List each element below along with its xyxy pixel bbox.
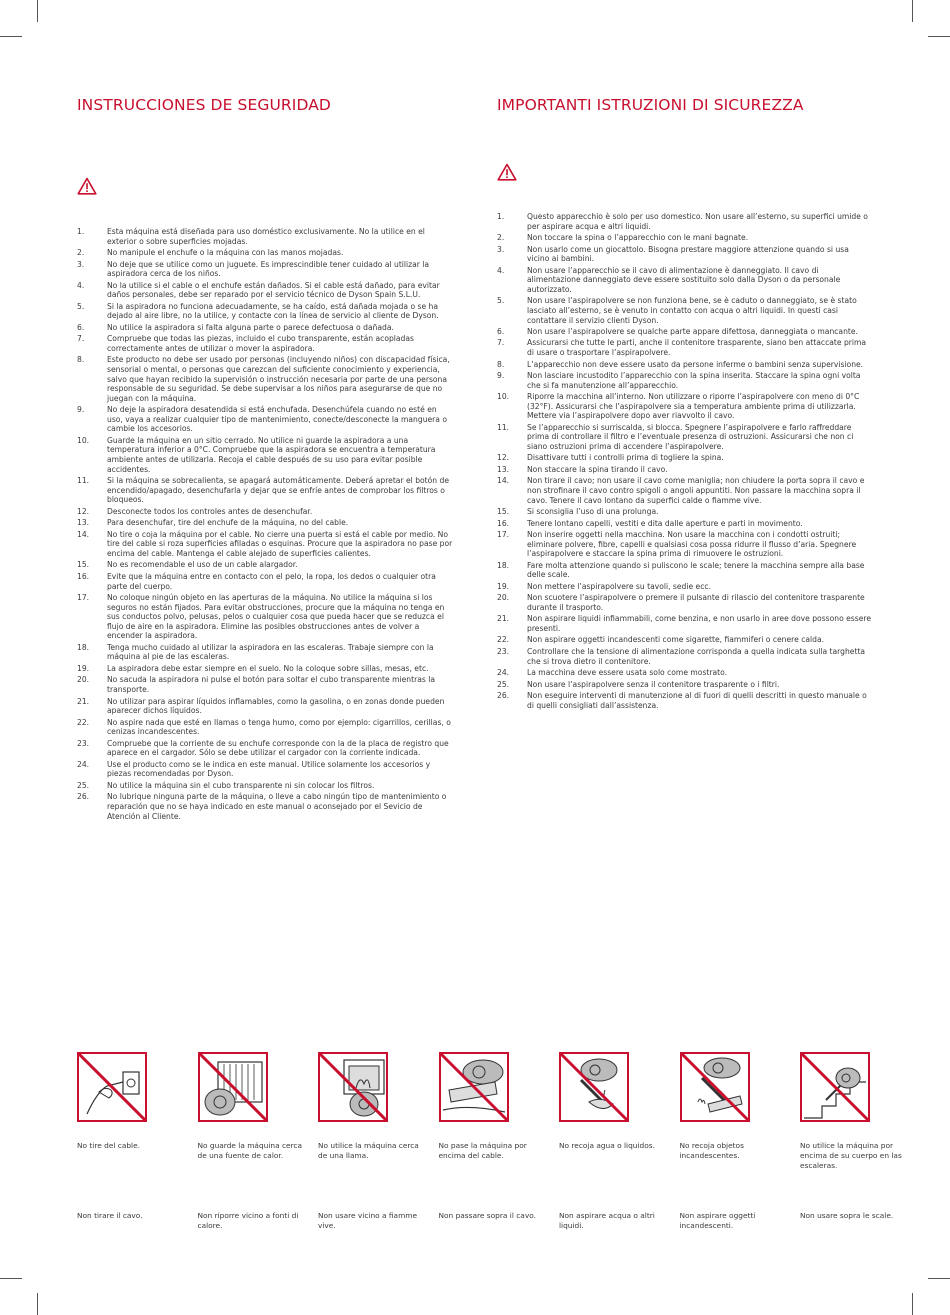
instruction-item (77, 248, 453, 258)
instruction-item (497, 582, 872, 592)
pictogram-caption-italian: Non usare sopra le scale. (800, 1211, 894, 1220)
instruction-item (77, 405, 453, 434)
instruction-text: Non eseguire interventi di manutenzione al di fuori di quelli descritti in questo manuale o di quelli consigliati dall’assistenza. (527, 690, 867, 710)
pictogram-caption-spanish: No guarde la máquina cerca de una fuente de calor. (197, 1141, 303, 1160)
instruction-text: No utilice la aspiradora si falta alguna parte o parece defectuosa o dañada. (107, 322, 394, 332)
instruction-item (497, 668, 872, 678)
instruction-text: Non mettere l’aspirapolvere su tavoli, sedie ecc. (527, 581, 711, 591)
no-use-near-fire-icon (318, 1052, 388, 1122)
instruction-number: 5. (77, 301, 85, 311)
instruction-item (497, 476, 872, 505)
instruction-text: No tire o coja la máquina por el cable. No cierre una puerta si está el cable por medio. No tire del cable si roza superficies afiladas o esquinas. Procure que la aspiradora no pase por encima del cable. Mantenga el cable alejado de superficies calientes. (107, 529, 453, 558)
instruction-number: 12. (77, 506, 90, 516)
pictogram-caption-spanish: No pase la máquina por encima del cable. (438, 1141, 527, 1160)
instruction-number: 1. (77, 227, 85, 236)
instruction-number: 6. (497, 326, 505, 336)
instruction-text: Non usare l’aspirapolvere se qualche parte appare difettosa, danneggiata o mancante. (527, 326, 858, 336)
instruction-item (77, 518, 453, 528)
instruction-text: Fare molta attenzione quando si puliscono le scale; tenere la macchina sempre alla base delle scale. (527, 560, 865, 580)
instruction-item (77, 643, 453, 662)
crop-mark (37, 1293, 38, 1315)
instruction-item (77, 792, 453, 821)
instruction-text: No deje la aspiradora desatendida si está enchufada. Desenchúfela cuando no esté en uso, vaya a realizar cualquier tipo de mantenimiento, conecte/desconecte la manguera o cambie los accesorios. (107, 405, 448, 434)
instruction-item (77, 760, 453, 779)
instruction-number: 10. (497, 392, 510, 402)
instruction-item (497, 507, 872, 517)
instruction-item (77, 334, 453, 353)
instruction-text: Si la aspiradora no funciona adecuadamente, se ha caído, está dañada mojada o se ha dejado al aire libre, no la utilice, y contacte con la línea de servicio al cliente de Dyson. (107, 301, 439, 321)
pictogram-caption-italian: Non passare sopra il cavo. (438, 1211, 536, 1220)
instruction-number: 7. (497, 338, 505, 348)
instruction-number: 9. (77, 405, 85, 415)
instruction-number: 26. (77, 792, 90, 802)
instruction-number: 1. (497, 212, 505, 221)
instruction-text: Disattivare tutti i controlli prima di togliere la spina. (527, 453, 724, 463)
instruction-item (497, 647, 872, 666)
instruction-item (77, 560, 453, 570)
instruction-text: La macchina deve essere usata solo come mostrato. (527, 668, 728, 678)
instruction-item (77, 302, 453, 321)
instruction-item (497, 593, 872, 612)
crop-mark (928, 36, 950, 37)
instruction-text: L’apparecchio non deve essere usato da persone inferme o bambini senza supervisione. (527, 359, 864, 369)
instruction-item (77, 718, 453, 737)
pictogram-caption-italian: Non aspirare oggetti incandescenti. (679, 1211, 756, 1230)
instruction-text: La aspiradora debe estar siempre en el suelo. No la coloque sobre sillas, mesas, etc. (107, 663, 429, 673)
instruction-item (77, 436, 453, 474)
instruction-number: 4. (77, 280, 85, 290)
instruction-item (77, 530, 453, 559)
instruction-item (497, 371, 872, 390)
instruction-item (497, 519, 872, 529)
instruction-number: 7. (77, 334, 85, 344)
no-pulling-cable-icon (77, 1052, 147, 1122)
no-liquids-icon (559, 1052, 629, 1122)
instruction-number: 13. (497, 464, 510, 474)
instruction-item (497, 453, 872, 463)
instruction-text: Non scuotere l’aspirapolvere o premere il pulsante di rilascio del contenitore trasparente durante il trasporto. (527, 593, 865, 612)
instruction-item (77, 675, 453, 694)
instruction-text: Non usare l’aspirapolvere se non funziona bene, se è caduto o danneggiato, se è stato lasciato all’esterno, se è venuto in contatto con acqua o altri liquidi. In questi casi contattare il servizio clienti Dyson. (527, 296, 857, 325)
instruction-text: No utilice la máquina sin el cubo transparente ni sin colocar los filtros. (107, 780, 375, 790)
crop-mark (0, 1278, 22, 1279)
instruction-item (77, 260, 453, 279)
instruction-item (497, 212, 872, 231)
instruction-text: Questo apparecchio è solo per uso domestico. Non usare all’esterno, su superfici umide o per aspirare acqua e altri liquidi. (527, 212, 868, 231)
no-burning-objects-icon (680, 1052, 750, 1122)
instruction-number: 23. (77, 738, 90, 748)
instruction-item (497, 691, 872, 710)
instruction-text: Non usarlo come un giocattolo. Bisogna prestare maggiore attenzione quando si usa vicino ai bambini. (527, 244, 849, 264)
instruction-item (497, 614, 872, 633)
instruction-text: No aspire nada que esté en llamas o tenga humo, como por ejemplo: cigarrillos, cerillas, o cenizas incandescentes. (107, 717, 451, 737)
instruction-item (77, 739, 453, 758)
instruction-item (497, 465, 872, 475)
instruction-text: No lubrique ninguna parte de la máquina, o lleve a cabo ningún tipo de mantenimiento o reparación que no se haya indicado en este manual o aconsejado por el Sevicio de Atención al Cliente. (107, 792, 447, 821)
instruction-number: 22. (497, 635, 510, 645)
instruction-item (77, 664, 453, 674)
instruction-text: Si la máquina se sobrecalienta, se apagará automáticamente. Deberá apretar el botón de encendido/apagado, desenchufarla y dejar que se enfríe antes de comprobar los filtros o bloqueos. (107, 476, 449, 505)
instruction-number: 10. (77, 435, 90, 445)
no-use-above-on-stairs-icon (800, 1052, 870, 1122)
instruction-number: 8. (77, 355, 85, 365)
pictogram-caption-spanish: No tire del cable. (77, 1141, 140, 1150)
instruction-item (77, 355, 453, 403)
instruction-number: 19. (77, 663, 90, 673)
instruction-number: 15. (497, 507, 510, 517)
instruction-number: 13. (77, 518, 90, 528)
instruction-item (497, 266, 872, 295)
crop-mark (37, 0, 38, 22)
instruction-number: 20. (497, 593, 510, 603)
instruction-number: 11. (77, 476, 90, 486)
instruction-text: No utilizar para aspirar líquidos inflamables, como la gasolina, o en zonas donde pueden aparecer dichos líquidos. (107, 696, 445, 716)
instruction-text: Riporre la macchina all’interno. Non utilizzare o riporre l’aspirapolvere con meno di 0°C (32°F). Assicurarsi che l’aspirapolvere sia a temperatura ambiente prima di utilizzarla. Mettere via l’aspirapolvere dopo aver riavvolto il cavo. (527, 392, 860, 421)
instruction-number: 26. (497, 690, 510, 700)
instruction-number: 3. (497, 244, 505, 254)
instruction-text: Se l’apparecchio si surriscalda, si blocca. Spegnere l’aspirapolvere e farlo raffreddare prima di controllare il filtro e l’eventuale presenza di ostruzioni. Assicurarsi che non ci siano ostruzioni prima di accendere l’aspirapolvere. (527, 422, 854, 451)
instruction-item (77, 697, 453, 716)
instruction-item (497, 635, 872, 645)
instruction-number: 2. (77, 248, 85, 258)
pictogram-caption-spanish: No recoja agua o liquidos. (559, 1141, 655, 1150)
instruction-item (497, 392, 872, 421)
instruction-text: No es recomendable el uso de un cable alargador. (107, 560, 298, 570)
pictogram-caption-italian: Non aspirare acqua o altri liquidi. (559, 1211, 655, 1230)
instruction-text: Evite que la máquina entre en contacto con el pelo, la ropa, los dedos o cualquier otra parte del cuerpo. (107, 571, 436, 591)
instruction-item (77, 572, 453, 591)
spanish-instruction-list (77, 227, 453, 823)
instruction-text: Este producto no debe ser usado por personas (incluyendo niños) con discapacidad física, sensorial o mental, o personas que carezcan del suficiente conocimiento y experiencia, salvo que hayan recibido la supervisión o instrucción necesaria por parte de una persona responsable de su seguridad. Se debe supervisar a los niños para asegurarse de que no juegan con la máquina. (107, 355, 450, 403)
instruction-number: 6. (77, 322, 85, 332)
instruction-number: 4. (497, 265, 505, 275)
instruction-item (497, 680, 872, 690)
instruction-item (77, 593, 453, 641)
instruction-number: 9. (497, 371, 505, 381)
instruction-text: Desconecte todos los controles antes de desenchufar. (107, 506, 313, 516)
instruction-item (497, 360, 872, 370)
instruction-text: No la utilice si el cable o el enchufe están dañados. Si el cable está dañado, para evitar daños personales, debe ser reparado por el servicio técnico de Dyson Spain S.L.U. (107, 280, 440, 300)
instruction-item (77, 507, 453, 517)
instruction-text: Non usare l’apparecchio se il cavo di alimentazione è danneggiato. Il cavo di alimentazione danneggiato deve essere sostituito solo dalla Dyson o da personale autorizzato. (527, 265, 841, 294)
spanish-title: INSTRUCCIONES DE SEGURIDAD (77, 96, 331, 114)
instruction-text: Tenere lontano capelli, vestiti e dita dalle aperture e parti in movimento. (527, 518, 803, 528)
instruction-text: Compruebe que todas las piezas, incluido el cubo transparente, están acopladas correctamente antes de utilizar o mover la aspiradora. (107, 334, 414, 353)
pictogram-caption-italian: Non tirare il cavo. (77, 1211, 143, 1220)
instruction-number: 16. (497, 518, 510, 528)
instruction-text: No coloque ningún objeto en las aperturas de la máquina. No utilice la máquina si los seguros no están fijados. Para evitar obstrucciones, procure que la máquina no tenga en sus conductos polvo, pelusas, pelos o cualquier cosa que pueda hacer que se reduzca el flujo de aire en la aspiradora. Elimine las posibles obstrucciones antes de volver a encender la aspiradora. (107, 593, 445, 641)
pictogram-caption-italian: Non usare vicino a fiamme vive. (318, 1211, 418, 1230)
crop-mark (912, 0, 913, 22)
instruction-item (497, 296, 872, 325)
instruction-text: Use el producto como se le indica en este manual. Utilice solamente los accesorios y piezas recomendadas por Dyson. (107, 759, 431, 779)
instruction-item (77, 781, 453, 791)
instruction-text: Controllare che la tensione di alimentazione corrisponda a quella indicata sulla targhetta che si trova dietro il contenitore. (527, 646, 866, 666)
instruction-text: Non aspirare oggetti incandescenti come sigarette, fiammiferi o cenere calda. (527, 635, 825, 645)
instruction-text: Guarde la máquina en un sitio cerrado. No utilice ni guarde la aspiradora a una temperatura inferior a 0°C. Compruebe que la aspiradora se encuentra a temperatura ambiente antes de utilizarla. Recoja el cable después de su uso para evitar posible accidentes. (107, 435, 436, 474)
instruction-number: 18. (77, 642, 90, 652)
instruction-number: 12. (497, 453, 510, 463)
no-storing-near-heater-icon (198, 1052, 268, 1122)
instruction-text: No sacuda la aspiradora ni pulse el botón para soltar el cubo transparente mientras la transporte. (107, 675, 435, 695)
pictogram-caption-italian: Non riporre vicino a fonti di calore. (197, 1211, 299, 1230)
instruction-text: Non inserire oggetti nella macchina. Non usare la macchina con i condotti ostruiti; eliminare polvere, fibre, capelli e qualsiasi cosa possa ridurre il flusso d’aria. Spegnere l’aspirapolvere e staccare la spina prima di rimuovere le ostruzioni. (527, 530, 857, 559)
pictogram-caption-spanish: No utilice la máquina cerca de una llama. (318, 1141, 419, 1160)
instruction-number: 14. (77, 529, 90, 539)
instruction-text: Para desenchufar, tire del enchufe de la máquina, no del cable. (107, 518, 349, 528)
italian-instruction-list (497, 212, 872, 712)
instruction-number: 18. (497, 560, 510, 570)
instruction-item (497, 245, 872, 264)
instruction-item (77, 281, 453, 300)
no-running-over-cable-icon (439, 1052, 509, 1122)
instruction-item (77, 323, 453, 333)
instruction-text: Non tirare il cavo; non usare il cavo come maniglia; non chiudere la porta sopra il cavo e non strofinare il cavo contro spigoli o angoli appuntiti. Non passare la macchina sopra il cavo. Tenere il cavo lontano da superfici calde o fiamme vive. (527, 476, 865, 505)
instruction-number: 25. (497, 679, 510, 689)
instruction-number: 20. (77, 675, 90, 685)
instruction-text: Non usare l’aspirapolvere senza il contenitore trasparente o i filtri. (527, 679, 780, 689)
instruction-item (497, 338, 872, 357)
instruction-number: 21. (77, 696, 90, 706)
instruction-item (77, 476, 453, 505)
instruction-number: 25. (77, 780, 90, 790)
instruction-number: 24. (77, 759, 90, 769)
instruction-text: No deje que se utilice como un juguete. Es imprescindible tener cuidado al utilizar la aspiradora cerca de los niños. (107, 259, 430, 279)
crop-mark (912, 1293, 913, 1315)
instruction-item (497, 423, 872, 452)
instruction-text: Assicurarsi che tutte le parti, anche il contenitore trasparente, siano ben attaccate prima di usare o trasportare l’aspirapolvere. (527, 338, 867, 358)
instruction-number: 14. (497, 476, 510, 486)
instruction-number: 19. (497, 581, 510, 591)
instruction-number: 17. (497, 530, 510, 540)
crop-mark (928, 1278, 950, 1279)
crop-mark (0, 36, 22, 37)
warning-triangle-icon (497, 163, 517, 181)
instruction-text: Compruebe que la corriente de su enchufe corresponde con la de la placa de registro que aparece en el cargador. Sólo se debe utilizar el cargador con la corriente indicada. (107, 738, 449, 758)
instruction-number: 5. (497, 296, 505, 306)
instruction-item (497, 327, 872, 337)
instruction-number: 11. (497, 422, 510, 432)
italian-title: IMPORTANTI ISTRUZIONI DI SICUREZZA (497, 96, 804, 114)
instruction-item (497, 233, 872, 243)
instruction-number: 8. (497, 359, 505, 369)
instruction-text: Non aspirare liquidi infiammabili, come benzina, e non usarlo in aree dove possono essere presenti. (527, 614, 872, 633)
instruction-number: 16. (77, 571, 90, 581)
instruction-number: 15. (77, 560, 90, 570)
instruction-text: Non staccare la spina tirando il cavo. (527, 464, 668, 474)
instruction-number: 17. (77, 593, 90, 603)
instruction-number: 22. (77, 717, 90, 727)
instruction-number: 24. (497, 668, 510, 678)
instruction-number: 2. (497, 233, 505, 243)
instruction-item (497, 530, 872, 559)
instruction-text: No manipule el enchufe o la máquina con las manos mojadas. (107, 248, 344, 258)
instruction-item (77, 227, 453, 246)
instruction-text: Non lasciare incustodito l’apparecchio con la spina inserita. Staccare la spina ogni volta che si fa manutenzione all’apparecchio. (527, 371, 861, 390)
instruction-text: Non toccare la spina o l’apparecchio con le mani bagnate. (527, 233, 749, 243)
instruction-text: Si sconsiglia l’uso di una prolunga. (527, 507, 659, 517)
warning-triangle-icon (77, 177, 97, 195)
instruction-item (497, 561, 872, 580)
pictogram-caption-spanish: No recoja objetos incandescentes. (679, 1141, 744, 1160)
instruction-text: Esta máquina está diseñada para uso doméstico exclusivamente. No la utilice en el exterior o sobre superficies mojadas. (107, 227, 425, 246)
instruction-number: 21. (497, 614, 510, 624)
pictogram-caption-spanish: No utilice la máquina por encima de su cuerpo en las escaleras. (800, 1141, 902, 1170)
instruction-text: Tenga mucho cuidado al utilizar la aspiradora en las escaleras. Trabaje siempre con la máquina al pie de las escaleras. (107, 642, 434, 662)
instruction-number: 3. (77, 259, 85, 269)
instruction-number: 23. (497, 646, 510, 656)
